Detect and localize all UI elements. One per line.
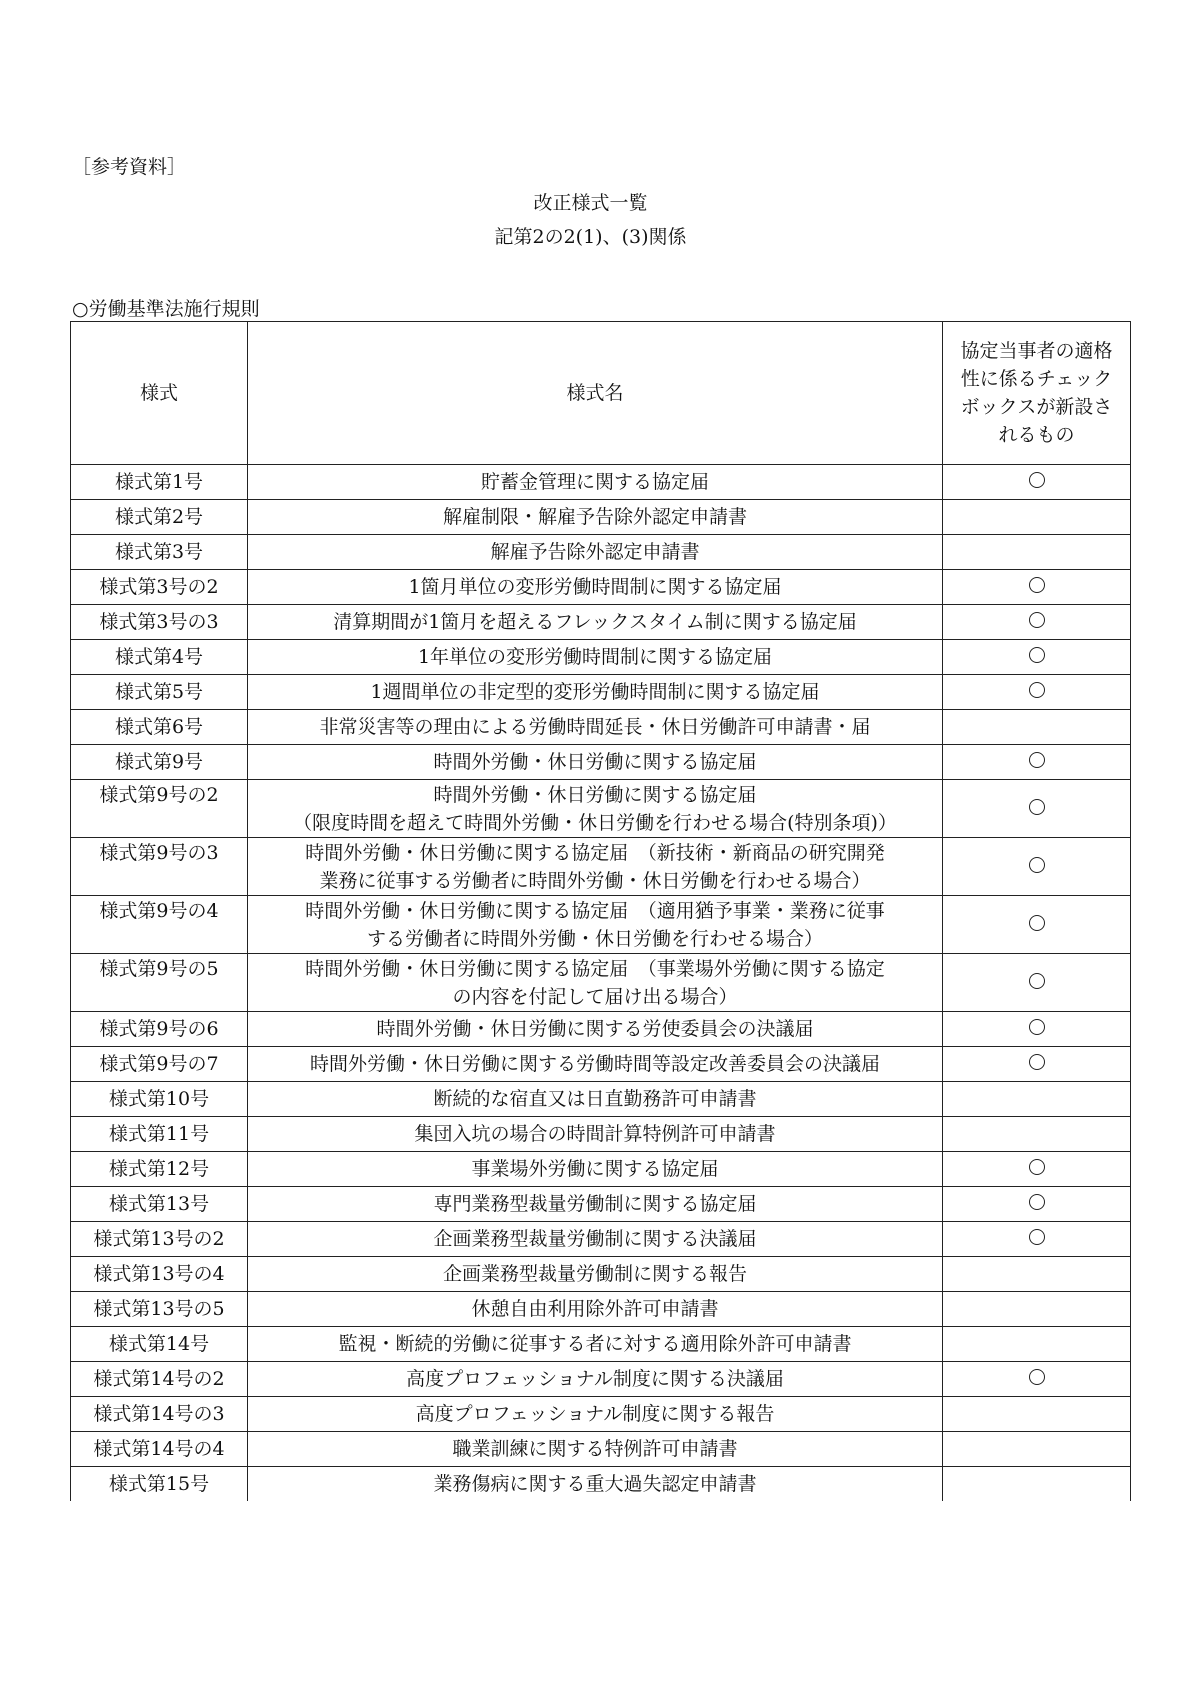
form-name-line: 高度プロフェッショナル制度に関する報告 [415, 1403, 775, 1425]
form-name-cell [248, 954, 943, 1012]
form-name-line: 時間外労働・休日労働に関する協定届 （新技術・新商品の研究開発 [305, 841, 885, 864]
form-name-line: 時間外労働・休日労働に関する協定届 （事業場外労働に関する協定 [305, 957, 885, 980]
form-name-line: 業務傷病に関する重大過失認定申請書 [433, 1473, 757, 1495]
circle-mark-icon [1029, 1229, 1045, 1245]
form-code-cell: 様式第9号の4 [71, 896, 248, 954]
table-row [71, 710, 1131, 745]
form-name-line: 時間外労働・休日労働に関する協定届 [433, 751, 757, 773]
form-name-cell [248, 780, 943, 838]
circle-mark-icon [1029, 857, 1045, 873]
form-name-cell [248, 465, 943, 500]
checkbox-cell [943, 1362, 1131, 1397]
circle-mark-icon [1029, 973, 1045, 989]
circle-mark-icon [1029, 752, 1045, 768]
checkbox-cell [943, 535, 1131, 570]
circle-mark-icon [1029, 915, 1045, 931]
table-row [71, 1187, 1131, 1222]
form-code-cell: 様式第3号の2 [71, 570, 248, 605]
form-name-line-2: する労働者に時間外労働・休日労働を行わせる場合） [366, 927, 823, 950]
form-code-cell: 様式第1号 [71, 465, 248, 500]
form-code-cell: 様式第9号の7 [71, 1047, 248, 1082]
form-code-cell: 様式第14号の4 [71, 1432, 248, 1467]
table-row [71, 605, 1131, 640]
checkbox-cell [943, 1397, 1131, 1432]
checkbox-cell [943, 1257, 1131, 1292]
form-name-line-2: 業務に従事する労働者に時間外労働・休日労働を行わせる場合） [319, 869, 871, 892]
form-name-cell [248, 1222, 943, 1257]
form-code-cell: 様式第13号の2 [71, 1222, 248, 1257]
table-row [71, 896, 1131, 954]
checkbox-cell [943, 780, 1131, 838]
form-name-line: 時間外労働・休日労働に関する協定届 [433, 783, 757, 806]
form-name-cell [248, 1432, 943, 1467]
form-name-line: 集団入坑の場合の時間計算特例許可申請書 [414, 1123, 776, 1145]
table-row [71, 1292, 1131, 1327]
form-name-cell [248, 535, 943, 570]
form-name-cell [248, 1012, 943, 1047]
checkbox-cell [943, 745, 1131, 780]
checkbox-cell [943, 1432, 1131, 1467]
form-name-line: 高度プロフェッショナル制度に関する決議届 [406, 1368, 784, 1390]
circle-mark-icon [1029, 799, 1045, 815]
checkbox-cell [943, 640, 1131, 675]
document-title: 改正様式一覧 [533, 192, 648, 214]
table-row [71, 1432, 1131, 1467]
form-code-cell: 様式第13号の5 [71, 1292, 248, 1327]
form-name-line-2: （限度時間を超えて時間外労働・休日労働を行わせる場合(特別条項)） [293, 811, 897, 834]
form-name-line: 1年単位の変形労働時間制に関する協定届 [417, 646, 773, 668]
document-subtitle: 記第2の2(1)、(3)関係 [494, 226, 687, 248]
form-name-line: 時間外労働・休日労働に関する労使委員会の決議届 [376, 1018, 814, 1040]
checkbox-cell [943, 605, 1131, 640]
form-name-line: 事業場外労働に関する協定届 [471, 1158, 719, 1180]
header-checkbox: 協定当事者の適格性に係るチェックボックスが新設されるもの [943, 322, 1131, 465]
form-name-line: 清算期間が1箇月を超えるフレックスタイム制に関する協定届 [333, 611, 857, 633]
form-name-cell [248, 1362, 943, 1397]
form-code-cell: 様式第3号の3 [71, 605, 248, 640]
form-name-cell [248, 1257, 943, 1292]
form-code-cell: 様式第13号の4 [71, 1257, 248, 1292]
circle-mark-icon [1029, 472, 1045, 488]
circle-mark-icon [1029, 1194, 1045, 1210]
form-name-cell [248, 745, 943, 780]
table-row [71, 1082, 1131, 1117]
circle-mark-icon [1029, 682, 1045, 698]
form-name-cell [248, 1292, 943, 1327]
checkbox-cell [943, 1047, 1131, 1082]
form-name-line: 非常災害等の理由による労働時間延長・休日労働許可申請書・届 [319, 716, 871, 738]
form-name-cell [248, 1187, 943, 1222]
circle-mark-icon [1029, 1369, 1045, 1385]
form-name-cell [248, 675, 943, 710]
checkbox-cell [943, 1187, 1131, 1222]
table-row [71, 1327, 1131, 1362]
form-code-cell: 様式第4号 [71, 640, 248, 675]
form-code-cell: 様式第9号 [71, 745, 248, 780]
form-name-line: 時間外労働・休日労働に関する労働時間等設定改善委員会の決議届 [309, 1053, 880, 1075]
form-name-line-2: の内容を付記して届け出る場合） [452, 985, 738, 1008]
table-row [71, 640, 1131, 675]
form-code-cell: 様式第14号の3 [71, 1397, 248, 1432]
table-header-row [71, 322, 1131, 465]
forms-table [70, 321, 1131, 1501]
form-name-cell [248, 1327, 943, 1362]
form-code-cell: 様式第10号 [71, 1082, 248, 1117]
form-name-line: 解雇制限・解雇予告除外認定申請書 [442, 506, 747, 528]
form-name-line: 貯蓄金管理に関する協定届 [480, 471, 709, 493]
table-row [71, 465, 1131, 500]
form-name-cell [248, 640, 943, 675]
form-name-line: 企画業務型裁量労働制に関する報告 [442, 1263, 747, 1285]
form-name-cell [248, 1152, 943, 1187]
table-row [71, 745, 1131, 780]
form-name-cell [248, 896, 943, 954]
form-code-cell: 様式第14号 [71, 1327, 248, 1362]
table-row [71, 1012, 1131, 1047]
form-name-cell [248, 838, 943, 896]
form-name-line: 監視・断続的労働に従事する者に対する適用除外許可申請書 [338, 1333, 852, 1355]
checkbox-cell [943, 1467, 1131, 1502]
form-code-cell: 様式第5号 [71, 675, 248, 710]
form-name-cell [248, 1467, 943, 1502]
form-name-line: 企画業務型裁量労働制に関する決議届 [433, 1228, 757, 1250]
table-row [71, 1117, 1131, 1152]
form-name-line: 休憩自由利用除外許可申請書 [471, 1298, 719, 1320]
table-row [71, 1397, 1131, 1432]
form-code-cell: 様式第9号の2 [71, 780, 248, 838]
circle-mark-icon [1029, 612, 1045, 628]
circle-mark-icon [1029, 647, 1045, 663]
checkbox-cell [943, 570, 1131, 605]
checkbox-cell [943, 1152, 1131, 1187]
form-name-line: 専門業務型裁量労働制に関する協定届 [433, 1193, 757, 1215]
checkbox-cell [943, 896, 1131, 954]
form-name-cell [248, 1047, 943, 1082]
form-code-cell: 様式第9号の3 [71, 838, 248, 896]
form-code-cell: 様式第15号 [71, 1467, 248, 1502]
form-name-cell [248, 1082, 943, 1117]
table-row [71, 1362, 1131, 1397]
circle-mark-icon [1029, 1019, 1045, 1035]
form-name-cell [248, 1397, 943, 1432]
table-row [71, 500, 1131, 535]
form-name-cell [248, 570, 943, 605]
header-name: 様式名 [248, 322, 943, 465]
checkbox-cell [943, 1082, 1131, 1117]
form-name-line: 1箇月単位の変形労働時間制に関する協定届 [408, 576, 782, 598]
form-code-cell: 様式第6号 [71, 710, 248, 745]
header-code: 様式 [71, 322, 248, 465]
checkbox-cell [943, 465, 1131, 500]
form-name-line: 断続的な宿直又は日直勤務許可申請書 [433, 1088, 757, 1110]
table-row [71, 1222, 1131, 1257]
checkbox-cell [943, 675, 1131, 710]
table-row [71, 675, 1131, 710]
form-code-cell: 様式第3号 [71, 535, 248, 570]
form-name-line: 時間外労働・休日労働に関する協定届 （適用猶予事業・業務に従事 [305, 899, 885, 922]
form-code-cell: 様式第14号の2 [71, 1362, 248, 1397]
checkbox-cell [943, 710, 1131, 745]
form-name-line: 解雇予告除外認定申請書 [490, 541, 700, 563]
form-code-cell: 様式第9号の6 [71, 1012, 248, 1047]
section-heading: ○労働基準法施行規則 [72, 298, 260, 320]
form-code-cell: 様式第9号の5 [71, 954, 248, 1012]
circle-mark-icon [1029, 1054, 1045, 1070]
checkbox-cell [943, 1327, 1131, 1362]
form-code-cell: 様式第13号 [71, 1187, 248, 1222]
form-name-cell [248, 605, 943, 640]
table-row [71, 535, 1131, 570]
table-row [71, 1467, 1131, 1502]
form-code-cell: 様式第12号 [71, 1152, 248, 1187]
table-row [71, 570, 1131, 605]
circle-mark-icon [1029, 577, 1045, 593]
table-row [71, 1257, 1131, 1292]
form-code-cell: 様式第2号 [71, 500, 248, 535]
table-row [71, 1152, 1131, 1187]
form-code-cell: 様式第11号 [71, 1117, 248, 1152]
circle-mark-icon [1029, 1159, 1045, 1175]
checkbox-cell [943, 1292, 1131, 1327]
checkbox-cell [943, 954, 1131, 1012]
reference-label: ［参考資料］ [72, 156, 187, 178]
form-name-line: 職業訓練に関する特例許可申請書 [452, 1438, 738, 1460]
checkbox-cell [943, 1117, 1131, 1152]
form-name-cell [248, 710, 943, 745]
table-row [71, 780, 1131, 838]
checkbox-cell [943, 1012, 1131, 1047]
form-name-cell [248, 500, 943, 535]
checkbox-cell [943, 1222, 1131, 1257]
checkbox-cell [943, 838, 1131, 896]
form-name-line: 1週間単位の非定型的変形労働時間制に関する協定届 [370, 681, 820, 703]
form-name-cell [248, 1117, 943, 1152]
table-row [71, 838, 1131, 896]
table-row [71, 954, 1131, 1012]
checkbox-cell [943, 500, 1131, 535]
table-row [71, 1047, 1131, 1082]
